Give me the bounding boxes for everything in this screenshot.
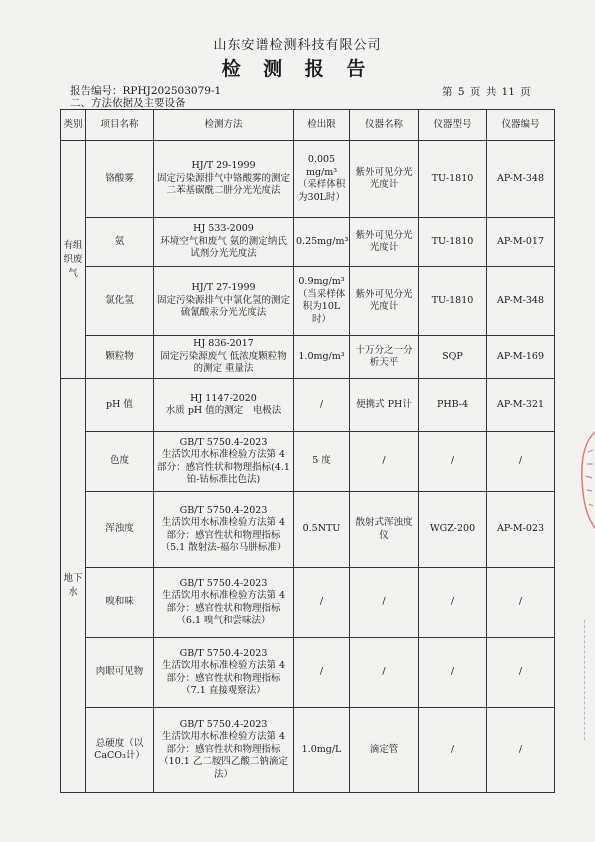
item-cell: pH 值 (86, 379, 154, 432)
model-cell: / (419, 708, 487, 793)
instrument-cell: 紫外可见分光光度计 (350, 267, 419, 336)
header-item-name: 项目名称 (86, 110, 154, 141)
scan-edge-mark (584, 620, 587, 740)
model-cell: TU-1810 (419, 141, 487, 218)
header-category: 类别 (61, 110, 86, 141)
item-cell: 肉眼可见物 (86, 638, 154, 708)
header-method: 检测方法 (154, 110, 294, 141)
header-detection-limit: 检出限 (294, 110, 350, 141)
table-row (61, 432, 555, 492)
limit-cell: 1.0mg/L (294, 708, 350, 793)
company-name: 山东安谱检测科技有限公司 (213, 38, 382, 53)
code-cell: / (487, 568, 555, 638)
table-row (61, 708, 555, 793)
code-cell: AP-M-169 (487, 336, 555, 379)
table-row (61, 218, 555, 267)
item-cell: 氨 (86, 218, 154, 267)
table-row (61, 336, 555, 379)
instrument-cell: / (350, 638, 419, 708)
table-row (61, 568, 555, 638)
limit-cell: 0.9mg/m³ （当采样体积为10L时） (294, 267, 350, 336)
code-cell: / (487, 432, 555, 492)
method-cell: HJ 533-2009 环境空气和废气 氨的测定纳氏试剂分光光度法 (154, 218, 294, 267)
item-cell: 颗粒物 (86, 336, 154, 379)
method-cell: GB/T 5750.4-2023 生活饮用水标准检验方法第 4 部分：感官性状和物理指标（7.1 直接观察法） (154, 638, 294, 708)
model-cell: / (419, 638, 487, 708)
method-cell: HJ 836-2017 固定污染源废气 低浓度颗粒物的测定 重量法 (154, 336, 294, 379)
table-row (61, 492, 555, 568)
table-row (61, 638, 555, 708)
item-cell: 浑浊度 (86, 492, 154, 568)
header-instrument-code: 仪器编号 (487, 110, 555, 141)
model-cell: / (419, 432, 487, 492)
table-header-row (61, 110, 555, 141)
limit-cell: 5 度 (294, 432, 350, 492)
table-row (61, 267, 555, 336)
code-cell: AP-M-348 (487, 267, 555, 336)
code-cell: AP-M-348 (487, 141, 555, 218)
limit-cell: 0.25mg/m³ (294, 218, 350, 267)
code-cell: / (487, 638, 555, 708)
limit-cell: 0.5NTU (294, 492, 350, 568)
instrument-cell: 滴定管 (350, 708, 419, 793)
method-cell: HJ/T 27-1999 固定污染源排气中氯化氢的测定 硫氰酸汞分光光度法 (154, 267, 294, 336)
item-cell: 总硬度（以CaCO₃计） (86, 708, 154, 793)
instrument-cell: / (350, 568, 419, 638)
red-seal-stamp-fragment (578, 430, 595, 530)
limit-cell: / (294, 379, 350, 432)
code-cell: AP-M-023 (487, 492, 555, 568)
method-cell: GB/T 5750.4-2023 生活饮用水标准检验方法第 4 部分：感官性状和物理指标(4.1 铂-钴标准比色法) (154, 432, 294, 492)
model-cell: WGZ-200 (419, 492, 487, 568)
item-cell: 氯化氢 (86, 267, 154, 336)
table-row (61, 379, 555, 432)
instrument-cell: 散射式浑浊度仪 (350, 492, 419, 568)
model-cell: SQP (419, 336, 487, 379)
category-cell: 有组织废气 (61, 141, 86, 379)
method-cell: GB/T 5750.4-2023 生活饮用水标准检验方法第 4 部分：感官性状和物理指标（10.1 乙二胺四乙酸二钠滴定法） (154, 708, 294, 793)
table-row (61, 141, 555, 218)
code-cell: AP-M-017 (487, 218, 555, 267)
instrument-cell: / (350, 432, 419, 492)
item-cell: 铬酸雾 (86, 141, 154, 218)
methods-equipment-table (60, 109, 555, 793)
header-instrument-model: 仪器型号 (419, 110, 487, 141)
limit-cell: / (294, 638, 350, 708)
model-cell: PHB-4 (419, 379, 487, 432)
instrument-cell: 十万分之一分析天平 (350, 336, 419, 379)
model-cell: TU-1810 (419, 267, 487, 336)
model-cell: / (419, 568, 487, 638)
instrument-cell: 便携式 PH计 (350, 379, 419, 432)
code-cell: AP-M-321 (487, 379, 555, 432)
limit-cell: / (294, 568, 350, 638)
header-instrument-name: 仪器名称 (350, 110, 419, 141)
report-number: 报告编号：RPHJ202503079-1 (70, 85, 222, 97)
model-cell: TU-1810 (419, 218, 487, 267)
limit-cell: 0.005 mg/m³ （采样体积为30L时） (294, 141, 350, 218)
document-title: 检 测 报 告 (221, 58, 374, 80)
item-cell: 嗅和味 (86, 568, 154, 638)
page-indicator: 第 5 页 共 11 页 (442, 86, 531, 98)
instrument-cell: 紫外可见分光光度计 (350, 141, 419, 218)
limit-cell: 1.0mg/m³ (294, 336, 350, 379)
method-cell: GB/T 5750.4-2023 生活饮用水标准检验方法第 4 部分：感官性状和物理指标（5.1 散射法-福尔马肼标准） (154, 492, 294, 568)
category-cell: 地下水 (61, 379, 86, 793)
code-cell: / (487, 708, 555, 793)
instrument-cell: 紫外可见分光光度计 (350, 218, 419, 267)
method-cell: GB/T 5750.4-2023 生活饮用水标准检验方法第 4 部分：感官性状和物理指标（6.1 嗅气和尝味法） (154, 568, 294, 638)
method-cell: HJ/T 29-1999 固定污染源排气中铬酸雾的测定 二苯基碳酰二肼分光光度法 (154, 141, 294, 218)
item-cell: 色度 (86, 432, 154, 492)
section-heading: 二、方法依据及主要设备 (70, 97, 186, 109)
method-cell: HJ 1147-2020 水质 pH 值的测定 电极法 (154, 379, 294, 432)
